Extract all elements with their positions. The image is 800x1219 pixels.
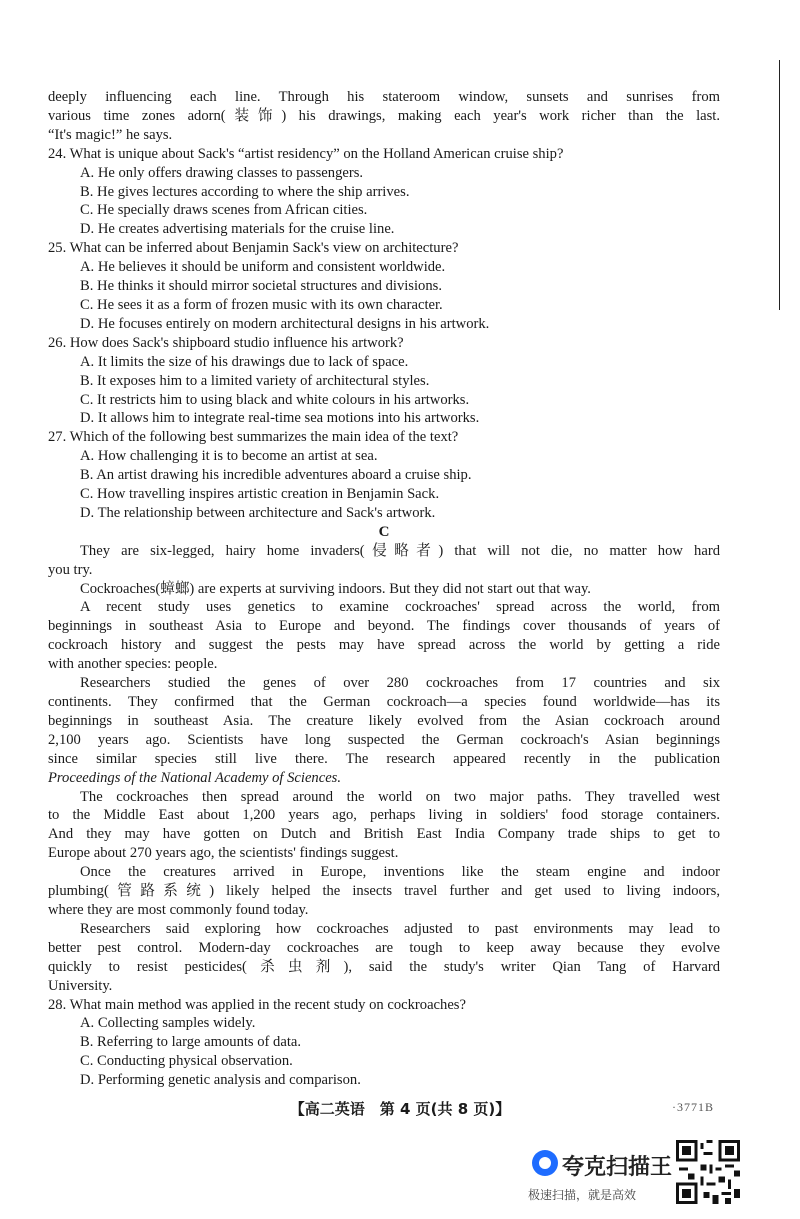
text-line: where they are most commonly found today. — [48, 901, 309, 918]
option-d: D. The relationship between architecture and Sack's artwork. — [80, 504, 436, 521]
text-line: The cockroaches then spread around the world on two major paths. They travelled west — [80, 788, 720, 805]
option-a: A. Collecting samples widely. — [80, 1015, 256, 1032]
option-d: D. It allows him to integrate real-time sea motions into his artworks. — [80, 410, 480, 427]
option-a: A. How challenging it is to become an artist at sea. — [80, 448, 378, 465]
text-line: better pest control. Modern-day cockroaches are tough to keep away because they evolve — [48, 939, 720, 956]
passage-c-paragraph-6 — [48, 863, 720, 920]
option-d: D. He focuses entirely on modern architectural designs in his artwork. — [80, 315, 490, 332]
option-a: A. He believes it should be uniform and consistent worldwide. — [80, 259, 446, 276]
text-line: beginnings in southeast Asia. The creature likely evolved from the Asian cockroach around — [48, 712, 720, 729]
text-line: to the Middle East about 1,200 years ago, perhaps living in soldiers' food storage containers. — [48, 807, 720, 824]
option-c: C. He sees it as a form of frozen music with its own character. — [80, 296, 443, 313]
scanner-brand-name: 夸克扫描王 — [562, 1155, 673, 1180]
text-line: since similar species still live there. The research appeared recently in the publication — [48, 750, 720, 767]
text-line: A recent study uses genetics to examine cockroaches' spread across the world, from — [80, 599, 720, 616]
text-line: plumbing(管路系统) likely helped the insects travel further and get used to living indoors, — [48, 883, 720, 900]
option-b: B. It exposes him to a limited variety of architectural styles. — [80, 372, 430, 389]
question-stem: 26. How does Sack's shipboard studio influence his artwork? — [48, 334, 404, 351]
question-25 — [48, 239, 720, 334]
text-line: Cockroaches(蟑螂) are experts at surviving indoors. But they did not start out that way. — [80, 580, 591, 597]
option-b: B. An artist drawing his incredible adventures aboard a cruise ship. — [80, 467, 472, 484]
page-footer: 【高二英语 第 4 页(共 8 页)】 — [289, 1100, 511, 1118]
passage-c-paragraph-4 — [48, 674, 720, 787]
text-line: deeply influencing each line. Through his stateroom window, sunsets and sunrises from — [48, 89, 720, 105]
scanner-watermark — [524, 1146, 674, 1206]
option-d: D. He creates advertising materials for the cruise line. — [80, 221, 395, 238]
scanner-logo-icon — [532, 1150, 558, 1176]
option-c: C. How travelling inspires artistic creation in Benjamin Sack. — [80, 486, 440, 503]
text-line: They are six-legged, hairy home invaders(侵略者) that will not die, no matter how hard — [80, 542, 720, 559]
question-24 — [48, 145, 720, 240]
text-line: you try. — [48, 561, 93, 578]
option-c: C. Conducting physical observation. — [80, 1053, 293, 1070]
text-line: quickly to resist pesticides(杀虫剂), said the study's writer Qian Tang of Harvard — [48, 958, 720, 975]
text-line: Researchers said exploring how cockroaches adjusted to past environments may lead to — [80, 920, 720, 937]
text-line: 2,100 years ago. Scientists have long suspected the German cockroach's Asian beginnings — [48, 731, 720, 748]
passage-c-paragraph-3 — [48, 598, 720, 674]
page-body — [48, 88, 720, 1090]
passage-c-paragraph-7 — [48, 920, 720, 996]
publication-title — [48, 769, 720, 788]
passage-c-paragraph-2 — [48, 580, 720, 599]
text-line: University. — [48, 977, 113, 994]
publication-name: Proceedings of the National Academy of Sciences. — [48, 769, 342, 786]
option-b: B. Referring to large amounts of data. — [80, 1034, 302, 1051]
question-stem: 25. What can be inferred about Benjamin Sack's view on architecture? — [48, 240, 459, 257]
passage-c-paragraph-5 — [48, 788, 720, 864]
text-line: continents. They confirmed that the German cockroach—a species found worldwide—has its — [48, 694, 720, 710]
intro-paragraph — [48, 88, 720, 145]
option-c: C. It restricts him to using black and white colours in his artworks. — [80, 391, 470, 408]
text-line: Europe about 270 years ago, the scientists' findings suggest. — [48, 845, 399, 862]
passage-c-paragraph-1 — [48, 542, 720, 580]
text-line: beginnings in southeast Asia to Europe and beyond. The findings cover thousands of years of — [48, 618, 720, 635]
question-stem: 28. What main method was applied in the recent study on cockroaches? — [48, 996, 466, 1013]
text-line: Once the creatures arrived in Europe, inventions like the steam engine and indoor — [80, 864, 720, 881]
text-line: “It's magic!” he says. — [48, 126, 173, 143]
text-line: various time zones adorn(装饰) his drawings, making each year's work richer than the last. — [48, 107, 720, 124]
qr-code-icon — [676, 1140, 740, 1204]
text-line: cockroach history and suggest the pests may have spread across the world by getting a ride — [48, 637, 720, 654]
option-b: B. He gives lectures according to where the ship arrives. — [80, 183, 410, 200]
question-26 — [48, 334, 720, 429]
question-stem: 24. What is unique about Sack's “artist residency” on the Holland American cruise ship? — [48, 145, 564, 162]
margin-rule — [779, 60, 780, 310]
question-stem: 27. Which of the following best summarizes the main idea of the text? — [48, 429, 459, 446]
option-b: B. He thinks it should mirror societal structures and divisions. — [80, 278, 442, 295]
scanner-slogan: 极速扫描，就是高效 — [528, 1188, 637, 1202]
question-27 — [48, 428, 720, 523]
question-28 — [48, 996, 720, 1091]
text-line: with another species: people. — [48, 656, 218, 673]
option-a: A. He only offers drawing classes to passengers. — [80, 164, 364, 181]
paper-code: ·3771B — [672, 1100, 714, 1114]
text-line: Researchers studied the genes of over 280 cockroaches from 17 countries and six — [80, 675, 720, 692]
section-c-heading: C — [378, 523, 390, 540]
option-a: A. It limits the size of his drawings due to lack of space. — [80, 353, 409, 370]
option-c: C. He specially draws scenes from African cities. — [80, 202, 368, 219]
option-d: D. Performing genetic analysis and comparison. — [80, 1072, 361, 1089]
text-line: And they may have gotten on Dutch and British East India Company trade ships to get to — [48, 826, 720, 843]
